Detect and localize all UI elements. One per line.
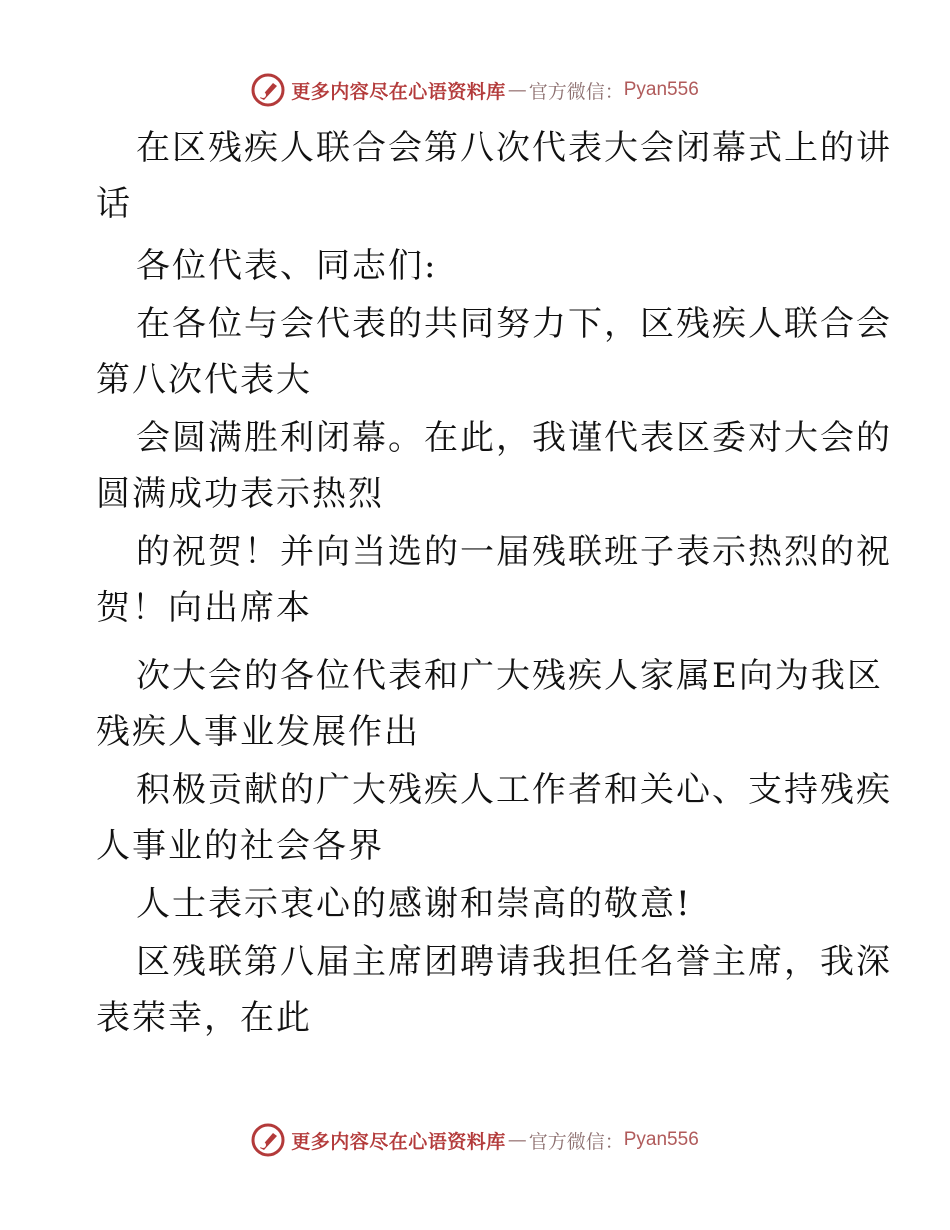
paragraph-line: 圆满成功表示热烈 <box>96 474 384 514</box>
banner-main-text: 更多内容尽在心语资料库 <box>291 1130 506 1153</box>
paragraph-line: 次大会的各位代表和广大残疾人家属E向为我区 <box>136 656 883 696</box>
salutation: 各位代表、同志们: <box>136 246 438 286</box>
pen-logo-icon <box>251 1123 285 1157</box>
title-line-2: 话 <box>96 184 132 224</box>
paragraph-line: 区残联第八届主席团聘请我担任名誉主席，我深 <box>136 942 892 982</box>
banner-dash: — <box>507 1129 527 1151</box>
paragraph-line: 会圆满胜利闭幕。在此，我谨代表区委对大会的 <box>136 418 892 458</box>
banner-wechat-label: 官方微信： <box>528 1130 624 1153</box>
pen-logo-icon <box>251 73 285 107</box>
header-banner <box>0 70 950 110</box>
banner-dash: — <box>507 79 527 101</box>
paragraph-line: 残疾人事业发展作出 <box>96 712 420 752</box>
banner-main-text: 更多内容尽在心语资料库 <box>291 80 506 103</box>
paragraph-line: 表荣幸，在此 <box>96 998 312 1038</box>
footer-banner <box>0 1120 950 1160</box>
paragraph-line: 积极贡献的广大残疾人工作者和关心、支持残疾 <box>136 770 892 810</box>
banner-wechat-id: Pyan556 <box>623 79 699 100</box>
title-line-1: 在区残疾人联合会第八次代表大会闭幕式上的讲 <box>136 128 892 168</box>
banner-wechat-id: Pyan556 <box>623 1129 699 1150</box>
paragraph-line: 的祝贺！并向当选的一届残联班子表示热烈的祝 <box>136 532 892 572</box>
banner-wechat-label: 官方微信： <box>528 80 624 103</box>
paragraph-line: 人事业的社会各界 <box>96 826 384 866</box>
paragraph-line: 人士表示衷心的感谢和崇高的敬意! <box>136 884 692 924</box>
paragraph-line: 第八次代表大 <box>96 360 312 400</box>
paragraph-line: 贺！向出席本 <box>96 588 312 628</box>
paragraph-line: 在各位与会代表的共同努力下，区残疾人联合会 <box>136 304 892 344</box>
